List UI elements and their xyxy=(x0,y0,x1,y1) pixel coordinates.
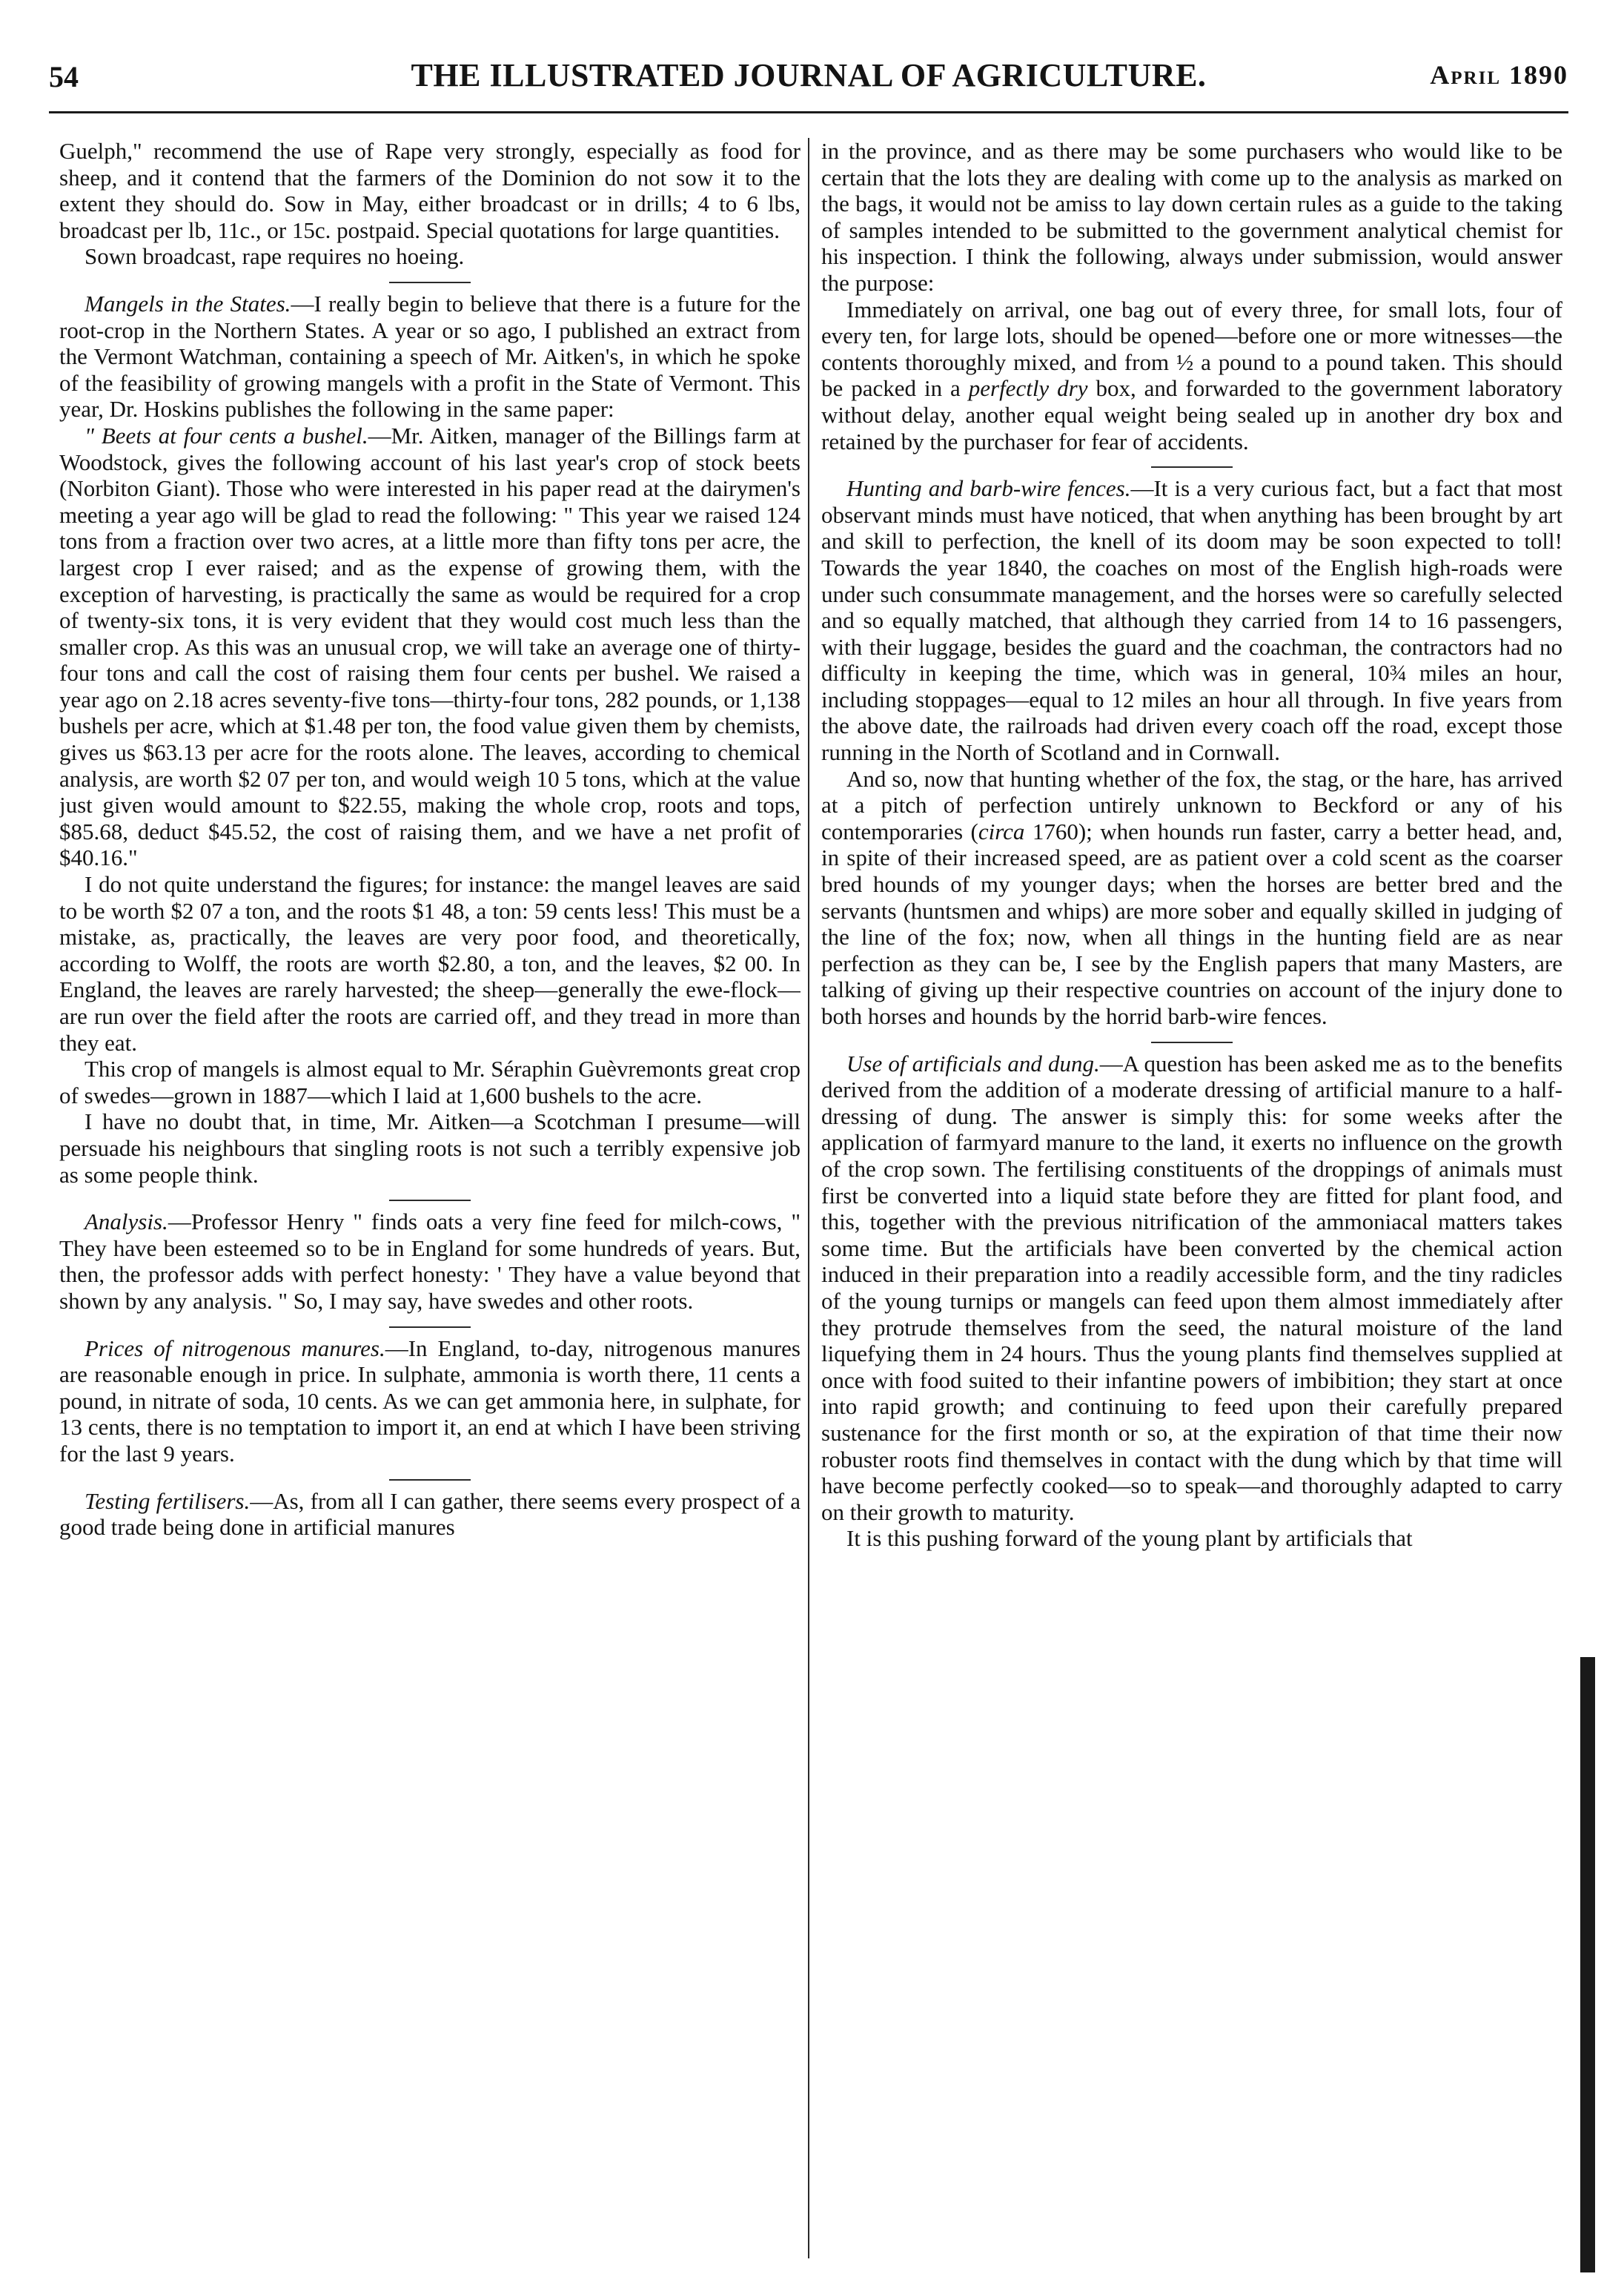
rape-paragraph: Guelph," recommend the use of Rape very strongly, especially as food for sheep, and it contend that the farmers of the Dominion do not sow it to the extent they should do. Sow in May, either broadcast or in drills; 4 to 6 lbs, broadcast per lb, 11c., or 15c. postpaid. Special quotations for large quantities. xyxy=(59,138,801,243)
page-header xyxy=(49,52,1568,105)
beets-heading: " Beets at four cents a bushel. xyxy=(84,422,368,449)
artificials-heading: Use of artificials and dung. xyxy=(846,1050,1100,1077)
analysis-heading: Analysis. xyxy=(84,1209,168,1235)
crop-paragraph: This crop of mangels is almost equal to Mr. Séraphin Guèvremonts great crop of swedes—grown in 1887—which I laid at 1,600 bushels to the acre. xyxy=(59,1056,801,1108)
hunting-paragraph-2: And so, now that hunting whether of the fox, the stag, or the hare, has arrived at a pitch of perfection untirely unknown to Beckford or any of his contemporaries (circa 1760); when hounds run faster, carry a better head, and, in spite of their increased speed, are as patient over a cold scent as the coarser bred hounds of my younger days; when the horses are better bred and the servants (huntsmen and whips) are more sober and equally skilled in judging of the line of the fox; now, when all things in the hunting field are as near perfection as they can be, I see by the English papers that many Masters, are talking of giving up their respective countries on account of the injury done to both horses and hounds by the horrid barb-wire fences. xyxy=(821,765,1562,1029)
binding-edge-mark xyxy=(1580,1657,1595,2272)
artificials-paragraph-2: It is this pushing forward of the young plant by artificials that xyxy=(846,1525,1413,1552)
sampling-rules-paragraph: Immediately on arrival, one bag out of every three, for small lots, four of every ten, for large lots, should be opened—before one or more witnesses—the contents thoroughly mixed, and from ½ a pound to a pound taken. This should be packed in a perfectly dry box, and forwarded to the government laboratory without delay, another equal weight being sealed up in another dry box and retained by the purchaser for fear of accidents. xyxy=(821,296,1562,454)
hunting-heading: Hunting and barb-wire fences. xyxy=(846,475,1131,502)
section-separator xyxy=(389,282,471,283)
testing-heading: Testing fertilisers. xyxy=(84,1487,251,1514)
section-separator xyxy=(389,1200,471,1201)
left-column xyxy=(59,138,801,2273)
beets-quote: " Beets at four cents a bushel.—Mr. Aitken, manager of the Billings farm at Woodstock, gives the following account of his last year's crop of stock beets (Norbiton Giant). Those who were interested in his paper read at the dairymen's meeting a year ago will be glad to read the following: " This year we raised 124 tons from a fraction over two acres, at a little more than fifty tons per acre, the largest crop I ever raised; and as the expense of growing them, with the exception of harvesting, is practically the same as would be required for a crop of twenty-six tons, it is very evident that they would cost much less than the smaller crop. As this was an unusual crop, we will take an average one of thirty-four tons and call the cost of raising them four cents per bushel. We raised a year ago on 2.18 acres seventy-five tons—thirty-four tons, 282 pounds, or 1,138 bushels per acre, which at $1.48 per ton, the food value given them by chemists, gives us $63.13 per acre for the roots alone. The leaves, according to chemical analysis, are worth $2 07 per ton, and would weigh 10 5 tons, which at the value just given would amount to $22.55, making the whole crop, roots and tops, $85.68, deduct $45.52, the cost of raising them, and we have a net profit of $40.16." xyxy=(59,422,801,871)
column-divider xyxy=(808,138,809,2258)
header-rule xyxy=(49,111,1568,113)
mangels-heading: Mangels in the States. xyxy=(84,290,291,317)
testing-continued: in the province, and as there may be some purchasers who would like to be certain that the lots they are dealing with come up to the analysis as marked on the bags, it would not be amiss to lay down certain rules as a guide to the taking of samples intended to be submitted to the government analytical chemist for his inspection. I think the following, always under submission, would answer the purpose: xyxy=(821,138,1562,296)
prices-heading: Prices of nitrogenous manures. xyxy=(84,1335,385,1361)
figures-paragraph: I do not quite understand the figures; for instance: the mangel leaves are said to be worth $2 07 a ton, and the roots $1 48, a ton: 59 cents less! This must be a mistake, as, practically, the leaves are very poor food, and theoretically, according to Wolff, the roots are worth $2.80, a ton, and the leaves, $2 00. In England, the leaves are rarely harvested; the sheep—generally the ewe-flock—are run over the field after the roots are carried off, and they tread in more than they eat. xyxy=(59,871,801,1056)
rape-hoeing-paragraph: Sown broadcast, rape requires no hoeing. xyxy=(84,243,465,270)
mangels-section: Mangels in the States.—I really begin to believe that there is a future for the root-crop in the Northern States. A year or so ago, I published an extract from the Vermont Watchman, containing a speech of Mr. Aitken's, in which he spoke of the feasibility of growing mangels with a profit in the State of Vermont. This year, Dr. Hoskins publishes the following in the same paper: xyxy=(59,290,801,423)
issue-date: April 1890 xyxy=(1430,60,1568,90)
right-column xyxy=(821,138,1562,2273)
journal-title: THE ILLUSTRATED JOURNAL OF AGRICULTURE. xyxy=(411,57,1207,93)
section-separator xyxy=(1151,1042,1233,1043)
section-separator xyxy=(389,1326,471,1328)
perfectly-dry-emphasis: perfectly dry xyxy=(968,375,1088,402)
circa-emphasis: circa xyxy=(978,818,1025,844)
doubt-paragraph: I have no doubt that, in time, Mr. Aitken—a Scotchman I presume—will persuade his neighbours that singling roots is not such a terribly expensive job as some people think. xyxy=(59,1108,801,1188)
analysis-section: Analysis.—Professor Henry " finds oats a very fine feed for milch-cows, " They have been esteemed so to be in England for some hundreds of years. But, then, the professor adds with perfect honesty: ' They have a value beyond that shown by any analysis. " So, I may say, have swedes and other roots. xyxy=(59,1209,801,1314)
artificials-section: Use of artificials and dung.—A question has been asked me as to the benefits derived from the addition of a moderate dressing of artificial manure to a half-dressing of dung. The answer is simply this: for some weeks after the application of farmyard manure to the land, it exerts no influence on the growth of the crop sown. The fertilising constituents of the droppings of animals must first be converted into a liquid state before they are fitted for plant food, and this, together with the previous nitrification of the ammoniacal matters takes some time. But the artificials have been converted by the chemical action induced in their preparation into a readily accessible form, and the tiny radicles of the young turnips or mangels can feed upon them almost immediately after they protrude themselves from the seed, the natural moisture of the land liquefying them in 24 hours. Thus the young plants find themselves supplied at once with food suited to their infantine powers of imbibition; they start at once into rapid growth; and continuing to feed upon their carefully prepared sustenance for the first month or so, at the expiration of that time their now robuster roots find themselves in contact with the dung which by that time will have become perfectly cooked—so to speak—and thoroughly adapted to carry on their growth to maturity. xyxy=(821,1050,1562,1525)
prices-section: Prices of nitrogenous manures.—In England, to-day, nitrogenous manures are reasonable enough in price. In sulphate, ammonia is worth there, 11 cents a pound, in nitrate of soda, 10 cents. As we can get ammonia here, in sulphate, for 13 cents, there is no temptation to import it, an end at which I have been striving for the last 9 years. xyxy=(59,1335,801,1467)
testing-section: Testing fertilisers.—As, from all I can gather, there seems every prospect of a good trade being done in artificial manures xyxy=(59,1487,801,1541)
section-separator xyxy=(1151,466,1233,468)
page-number: 54 xyxy=(49,60,79,93)
hunting-section: Hunting and barb-wire fences.—It is a very curious fact, but a fact that most observant minds must have noticed, that when anything has been brought by art and skill to perfection, the knell of its doom may be soon expected to toll! Towards the year 1840, the coaches on most of the English high-roads were under such consummate management, and the horses were so carefully selected and so equally matched, that although they carried from 14 to 16 passengers, with their luggage, besides the guard and the coachman, the contractors had no difficulty in keeping the time, which was in general, 10¾ miles an hour, including stoppages—equal to 12 miles an hour all through. In five years from the above date, the railroads had driven every coach off the road, except those running in the North of Scotland and in Cornwall. xyxy=(821,475,1562,766)
section-separator xyxy=(389,1479,471,1481)
